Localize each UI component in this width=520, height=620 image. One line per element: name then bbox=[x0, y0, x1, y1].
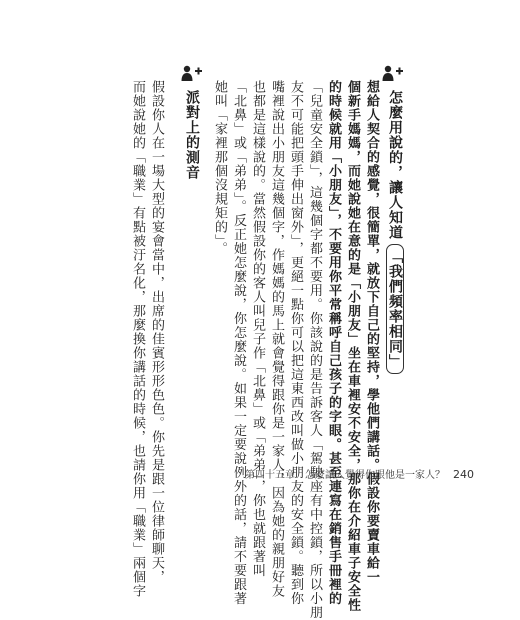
bold-line-1: 想給人契合的感覺，很簡單，就放下自己的堅持，學他們講話。假設你要賣車給一 bbox=[364, 80, 379, 584]
body-line-5: 「北鼻」或「弟弟」。反正她怎麼說，你怎麼說。如果一定要說例外的話，請不要跟著 bbox=[231, 80, 246, 606]
section-heading-1-quote: 「我們頻率相同」 bbox=[386, 244, 404, 374]
section-heading-2: 派對上的測音 bbox=[184, 90, 200, 180]
body-line-2: 友不可能把頭手伸出窗外」，更絕一點你可以把這東西改叫做小朋友的安全鎖。聽到你 bbox=[288, 80, 303, 606]
bold-line-2: 個新手媽媽，而她說她在意的是「小朋友」坐在車裡安不安全，那你在介紹車子安全性 bbox=[345, 80, 360, 612]
person-plus-icon bbox=[382, 64, 404, 82]
body-line-6: 她叫「家裡那個沒規矩的」。 bbox=[212, 80, 227, 256]
section-heading-1 bbox=[386, 90, 404, 374]
person-plus-icon-2 bbox=[181, 64, 203, 82]
body-line-3: 嘴裡說出小朋友這幾個字，作媽媽的馬上就會覺得跟你是一家人，因為她的親朋好友 bbox=[269, 80, 284, 598]
page-number: 240 bbox=[453, 468, 474, 481]
bold-line-3: 的時候就用「小朋友」，不要用你平常稱呼自己孩子的字眼。甚至連寫在銷售手冊裡的 bbox=[326, 80, 341, 606]
page-footer bbox=[245, 466, 495, 481]
body-line-4: 也都是這樣說的。當然假設你的客人叫兒子作「北鼻」或「弟弟」，你也就跟著叫 bbox=[250, 80, 265, 578]
body2-line-1: 假設你人在一場大型的宴會當中，出席的佳賓形形色色。你先是跟一位律師聊天， bbox=[149, 80, 164, 584]
body2-line-2: 而她說她的「職業」有點被汙名化，那麼換你講話的時候，也請你用「職業」兩個字 bbox=[130, 80, 145, 598]
section-heading-1-main: 怎麼用說的，讓人知道 bbox=[387, 90, 403, 240]
body-line-1: 「兒童安全鎖」，這幾個字都不要用。你該說的是告訴客人「駕駛座有中控鎖，所以小朋 bbox=[307, 80, 322, 620]
chapter-title: 第四十五章 怎麼讓人覺得你跟他是一家人？ bbox=[245, 470, 445, 481]
